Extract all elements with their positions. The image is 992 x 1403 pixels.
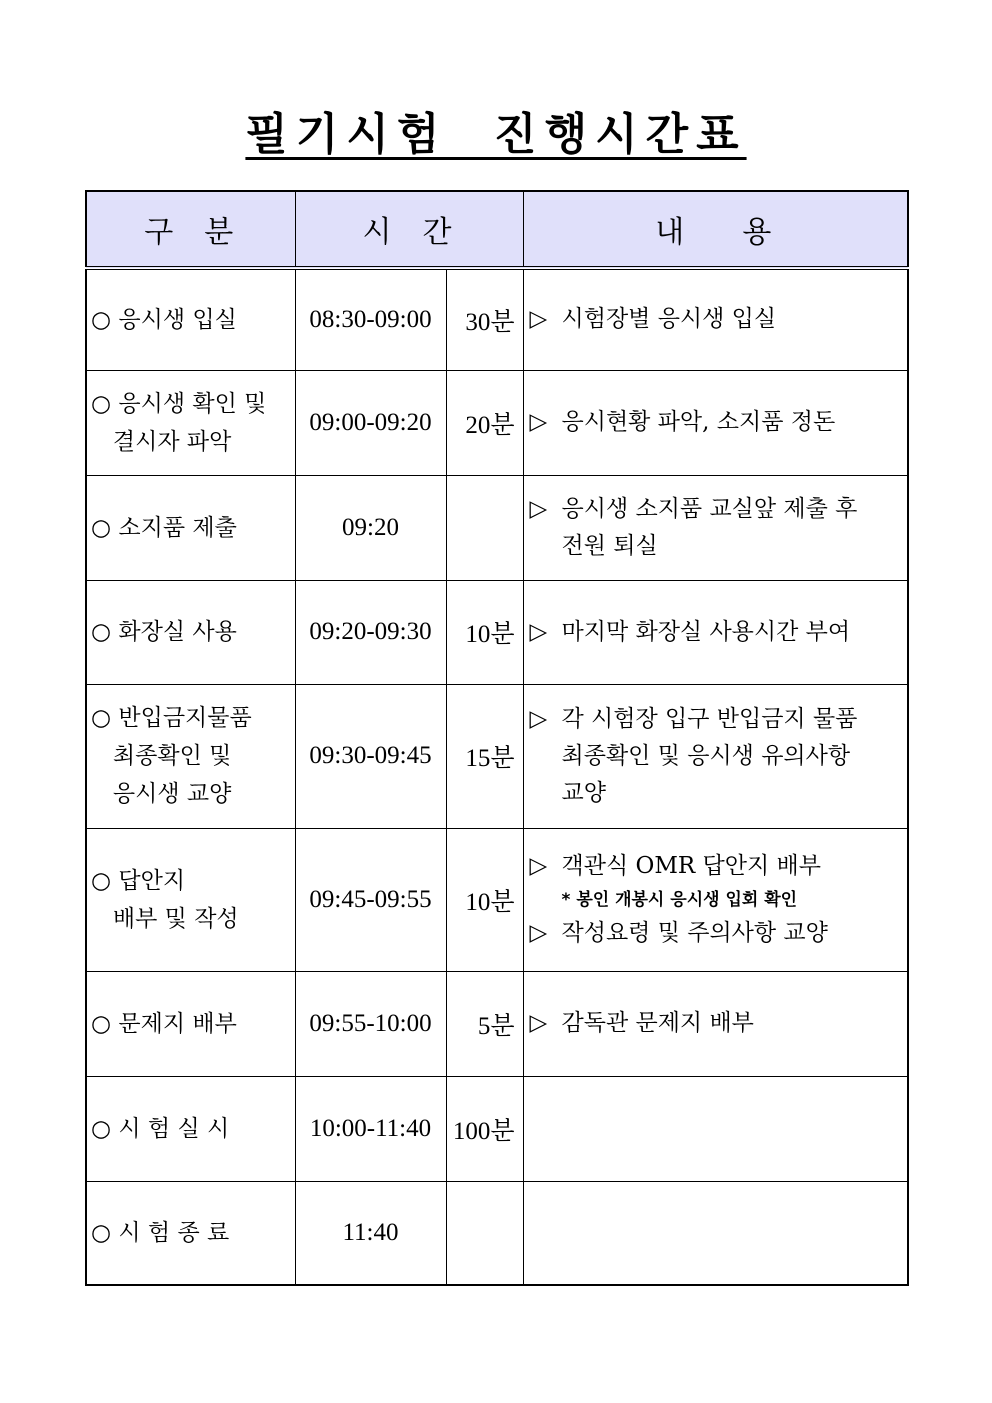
category-line: ○ 시 험 종 료 — [91, 1219, 230, 1246]
document-title: 필기시험 진행시간표 — [245, 109, 747, 160]
content-text — [562, 701, 858, 812]
content-text — [562, 491, 858, 565]
content-text — [562, 614, 851, 651]
triangle-marker-icon: ▷ — [529, 618, 548, 645]
content-cell — [523, 268, 908, 370]
duration-cell: 30분 — [446, 268, 523, 370]
category-cell — [86, 684, 295, 828]
duration-cell — [446, 475, 523, 580]
triangle-marker-icon: ▷ — [529, 495, 548, 522]
category-line: ○ 답안지 — [91, 867, 186, 894]
time-cell: 09:55-10:00 — [295, 971, 446, 1076]
table-row — [86, 1076, 908, 1181]
content-line: 시험장별 응시생 입실 — [561, 306, 777, 333]
content-item — [530, 301, 908, 338]
category-line: 응시생 교양 — [91, 781, 232, 807]
time-cell: 09:20 — [295, 475, 446, 580]
triangle-marker-icon: ▷ — [529, 705, 548, 732]
table-row — [86, 828, 908, 971]
time-cell: 09:30-09:45 — [295, 684, 446, 828]
category-cell — [86, 370, 295, 475]
header-category: 구 분 — [86, 191, 295, 268]
duration-cell: 10분 — [446, 580, 523, 684]
duration-cell — [446, 1181, 523, 1285]
category-cell — [86, 580, 295, 684]
category-cell — [86, 971, 295, 1076]
category-cell — [86, 475, 295, 580]
time-cell: 09:00-09:20 — [295, 370, 446, 475]
content-line: 최종확인 및 응시생 유의사항 — [561, 742, 851, 769]
content-cell — [523, 828, 908, 971]
content-line: 감독관 문제지 배부 — [561, 1010, 754, 1036]
content-cell — [523, 684, 908, 828]
triangle-marker-icon: ▷ — [529, 852, 548, 879]
table-row — [86, 1181, 908, 1285]
content-item — [530, 848, 908, 885]
table-row — [86, 580, 908, 684]
time-cell: 10:00-11:40 — [295, 1076, 446, 1181]
table-row — [86, 370, 908, 475]
category-line: ○ 화장실 사용 — [91, 619, 237, 645]
header-content: 내 용 — [523, 191, 908, 268]
table-row — [86, 971, 908, 1076]
triangle-marker-icon: ▷ — [529, 409, 548, 435]
schedule-body — [86, 268, 908, 1285]
category-line: ○ 반입금지물품 — [91, 705, 252, 731]
content-cell — [523, 971, 908, 1076]
content-text — [562, 848, 821, 885]
duration-cell: 10분 — [446, 828, 523, 971]
content-note: * 봉인 개봉시 응시생 입회 확인 — [561, 889, 798, 910]
table-row — [86, 475, 908, 580]
category-line: ○ 응시생 확인 및 — [91, 390, 267, 417]
content-text — [562, 301, 777, 338]
duration-cell: 20분 — [446, 370, 523, 475]
content-line: 응시현황 파악, 소지품 정돈 — [561, 409, 836, 435]
content-line: 마지막 화장실 사용시간 부여 — [561, 618, 851, 645]
content-item — [530, 614, 908, 651]
content-cell — [523, 1076, 908, 1181]
category-line: 최종확인 및 — [91, 743, 232, 769]
content-line: 각 시험장 입구 반입금지 물품 — [561, 705, 858, 732]
time-cell: 09:20-09:30 — [295, 580, 446, 684]
category-cell — [86, 268, 295, 370]
duration-cell: 15분 — [446, 684, 523, 828]
time-cell: 08:30-09:00 — [295, 268, 446, 370]
category-line: ○ 소지품 제출 — [91, 514, 237, 541]
table-row — [86, 684, 908, 828]
time-cell: 09:45-09:55 — [295, 828, 446, 971]
content-text — [562, 404, 836, 441]
category-cell — [86, 1076, 295, 1181]
triangle-marker-icon: ▷ — [529, 1010, 548, 1036]
content-cell — [523, 475, 908, 580]
duration-cell: 5분 — [446, 971, 523, 1076]
category-line: ○ 시 험 실 시 — [91, 1115, 230, 1142]
content-item — [530, 915, 908, 952]
content-item — [530, 404, 908, 441]
content-cell — [523, 580, 908, 684]
category-line: ○ 응시생 입실 — [91, 306, 237, 333]
content-line: 교양 — [561, 779, 606, 806]
duration-cell: 100분 — [446, 1076, 523, 1181]
category-cell — [86, 1181, 295, 1285]
triangle-marker-icon: ▷ — [529, 919, 548, 946]
category-line: 배부 및 작성 — [91, 905, 239, 932]
triangle-marker-icon: ▷ — [529, 306, 548, 333]
content-item — [530, 701, 908, 812]
content-item — [530, 491, 908, 565]
content-line: 전원 퇴실 — [561, 532, 658, 559]
header-time: 시 간 — [295, 191, 523, 268]
content-text — [562, 915, 828, 952]
schedule-table — [85, 190, 909, 1286]
content-cell — [523, 370, 908, 475]
content-cell — [523, 1181, 908, 1285]
header-row — [86, 191, 908, 268]
category-line: 결시자 파악 — [91, 428, 232, 455]
document-title-wrap — [0, 98, 992, 162]
category-cell — [86, 828, 295, 971]
content-line: 작성요령 및 주의사항 교양 — [561, 919, 828, 946]
content-line: 객관식 OMR 답안지 배부 — [561, 852, 821, 879]
content-text — [562, 1005, 754, 1042]
content-item — [530, 1005, 908, 1042]
table-row — [86, 268, 908, 370]
content-line: 응시생 소지품 교실앞 제출 후 — [561, 495, 858, 522]
category-line: ○ 문제지 배부 — [91, 1010, 237, 1037]
time-cell: 11:40 — [295, 1181, 446, 1285]
